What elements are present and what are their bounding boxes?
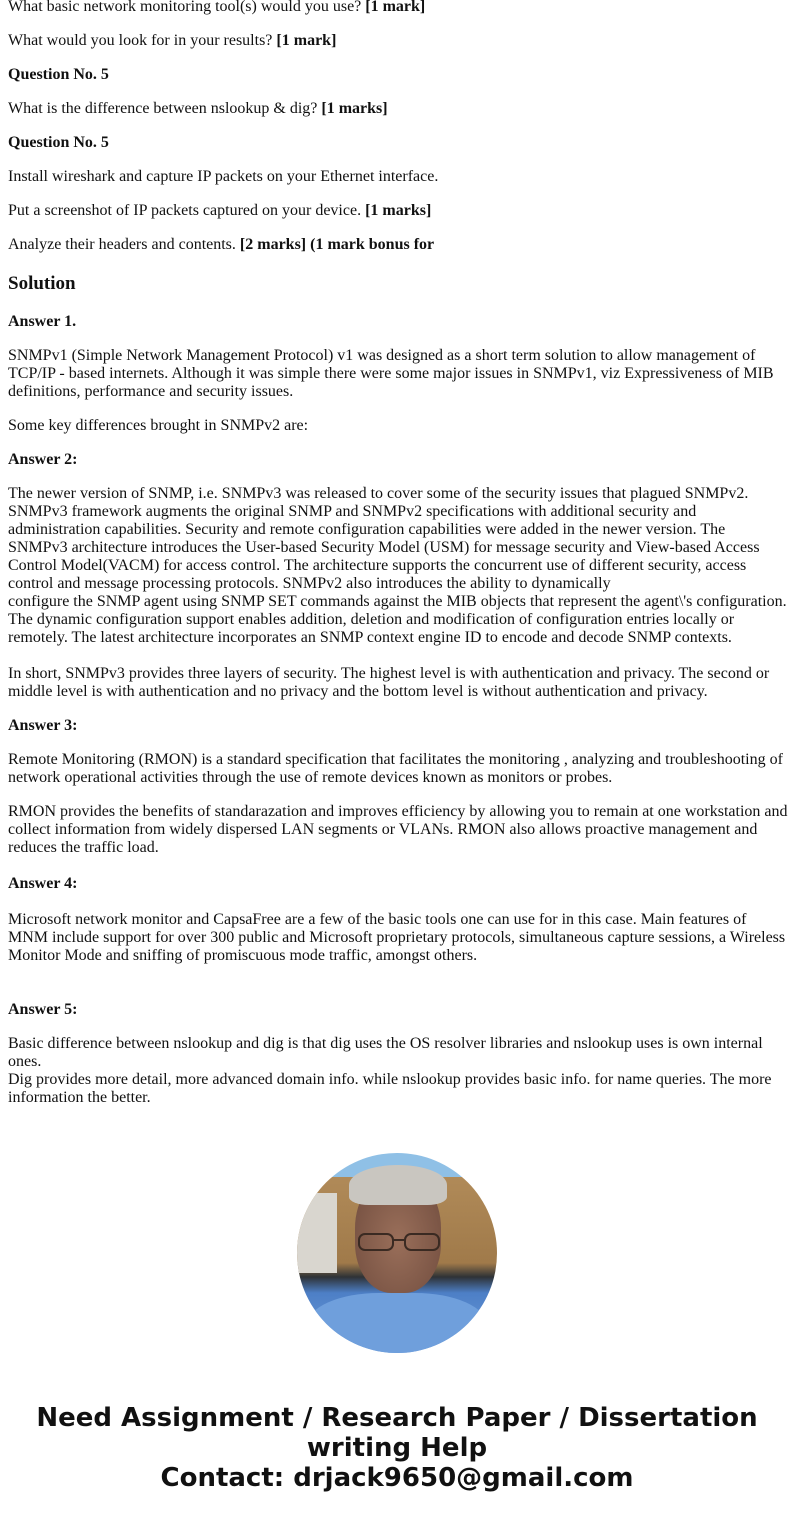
author-photo <box>297 1153 497 1353</box>
answer-paragraph: Basic difference between nslookup and dig is that dig uses the OS resolver libraries and nslookup uses is own internal ones. <box>8 1035 763 1070</box>
answer-paragraph: Some key differences brought in SNMPv2 are: <box>8 417 309 434</box>
question-line <box>8 100 388 118</box>
marks-label: [1 mark] <box>276 32 337 49</box>
answer-paragraph: SNMPv1 (Simple Network Management Protocol) v1 was designed as a short term solution to allow management of TCP/IP - based internets. Although it was simple there were some major issues in SNMPv1, viz Expressiveness of MIB definitions, performance and security issues. <box>8 347 774 400</box>
question-number: Question No. 5 <box>8 134 109 151</box>
answer-label <box>8 717 788 735</box>
marks-label: [1 mark] <box>365 0 426 15</box>
photo-background <box>297 1193 337 1273</box>
answer-4-label: Answer 4: <box>8 875 78 892</box>
answer-2-label: Answer 2: <box>8 451 78 468</box>
question-text: What would you look for in your results? <box>8 32 277 49</box>
marks-label: [2 marks] (1 mark bonus for <box>239 236 435 253</box>
question-line <box>8 168 438 186</box>
answer-label <box>8 1001 788 1019</box>
promo-line-1: Need Assignment / Research Paper / Dissertation <box>36 1403 758 1433</box>
question-text: What basic network monitoring tool(s) would you use? <box>8 0 366 15</box>
answer-label <box>8 313 788 331</box>
question-line <box>8 0 425 16</box>
marks-label: [1 marks] <box>321 100 388 117</box>
answer-label <box>8 451 788 469</box>
photo-shirt <box>307 1293 487 1353</box>
answer-paragraph: configure the SNMP agent using SNMP SET commands against the MIB objects that represent the agent\'s configuration. The dynamic configuration support enables addition, deletion and modification of configuration entries locally or remotely. The latest architecture incorporates an SNMP context engine ID to encode and decode SNMP contexts. <box>8 593 787 646</box>
question-line <box>8 202 431 220</box>
question-text: Analyze their headers and contents. <box>8 236 240 253</box>
answer-paragraph: Dig provides more detail, more advanced domain info. while nslookup provides basic info. for name queries. The more information the better. <box>8 1071 772 1106</box>
answer-paragraph: Microsoft network monitor and CapsaFree are a few of the basic tools one can use for in this case. Main features of MNM include support for over 300 public and Microsoft proprietary protocols, simultaneous capture sessions, a Wireless Monitor Mode and sniffing of promiscuous mode traffic, amongst others. <box>8 911 786 964</box>
answer-paragraph: Remote Monitoring (RMON) is a standard specification that facilitates the monitoring , analyzing and troubleshooting of network operational activities through the use of remote devices known as monitors or probes. <box>8 751 783 786</box>
promo-contact: Contact: drjack9650@gmail.com <box>160 1463 634 1493</box>
glasses-icon <box>355 1231 443 1253</box>
promo-banner <box>0 1403 794 1493</box>
answer-paragraph: The newer version of SNMP, i.e. SNMPv3 was released to cover some of the security issues that plagued SNMPv2. SNMPv3 framework augments the original SNMP and SNMPv2 specifications with additional security and administration capabilities. Security and remote configuration capabilities were added in the newer version. The SNMPv3 architecture introduces the User-based Security Model (USM) for message security and View-based Access Control Model(VACM) for access control. The architecture supports the concurrent use of different security, access control and message processing protocols. SNMPv2 also introduces the ability to dynamically <box>8 485 760 592</box>
answer-5-label: Answer 5: <box>8 1001 78 1018</box>
answer-3-label: Answer 3: <box>8 717 78 734</box>
photo-hair <box>349 1165 447 1205</box>
question-text: Install wireshark and capture IP packets on your Ethernet interface. <box>8 168 439 185</box>
answer-label <box>8 875 788 893</box>
answer-paragraph: RMON provides the benefits of standarazation and improves efficiency by allowing you to remain at one workstation and collect information from widely dispersed LAN segments or VLANs. RMON also allows proactive management and reduces the traffic load. <box>8 803 788 856</box>
question-text: What is the difference between nslookup & dig? <box>8 100 322 117</box>
question-number: Question No. 5 <box>8 66 109 83</box>
question-heading <box>8 134 109 152</box>
question-heading <box>8 66 109 84</box>
answer-1-label: Answer 1. <box>8 313 77 330</box>
question-text: Put a screenshot of IP packets captured on your device. <box>8 202 366 219</box>
promo-line-2: writing Help <box>306 1433 488 1463</box>
marks-label: [1 marks] <box>365 202 432 219</box>
question-line <box>8 32 336 50</box>
question-line <box>8 236 434 254</box>
solution-heading: Solution <box>8 273 76 294</box>
answer-paragraph: In short, SNMPv3 provides three layers of security. The highest level is with authentication and privacy. The second or middle level is with authentication and no privacy and the bottom level is without authentication and privacy. <box>8 665 770 700</box>
